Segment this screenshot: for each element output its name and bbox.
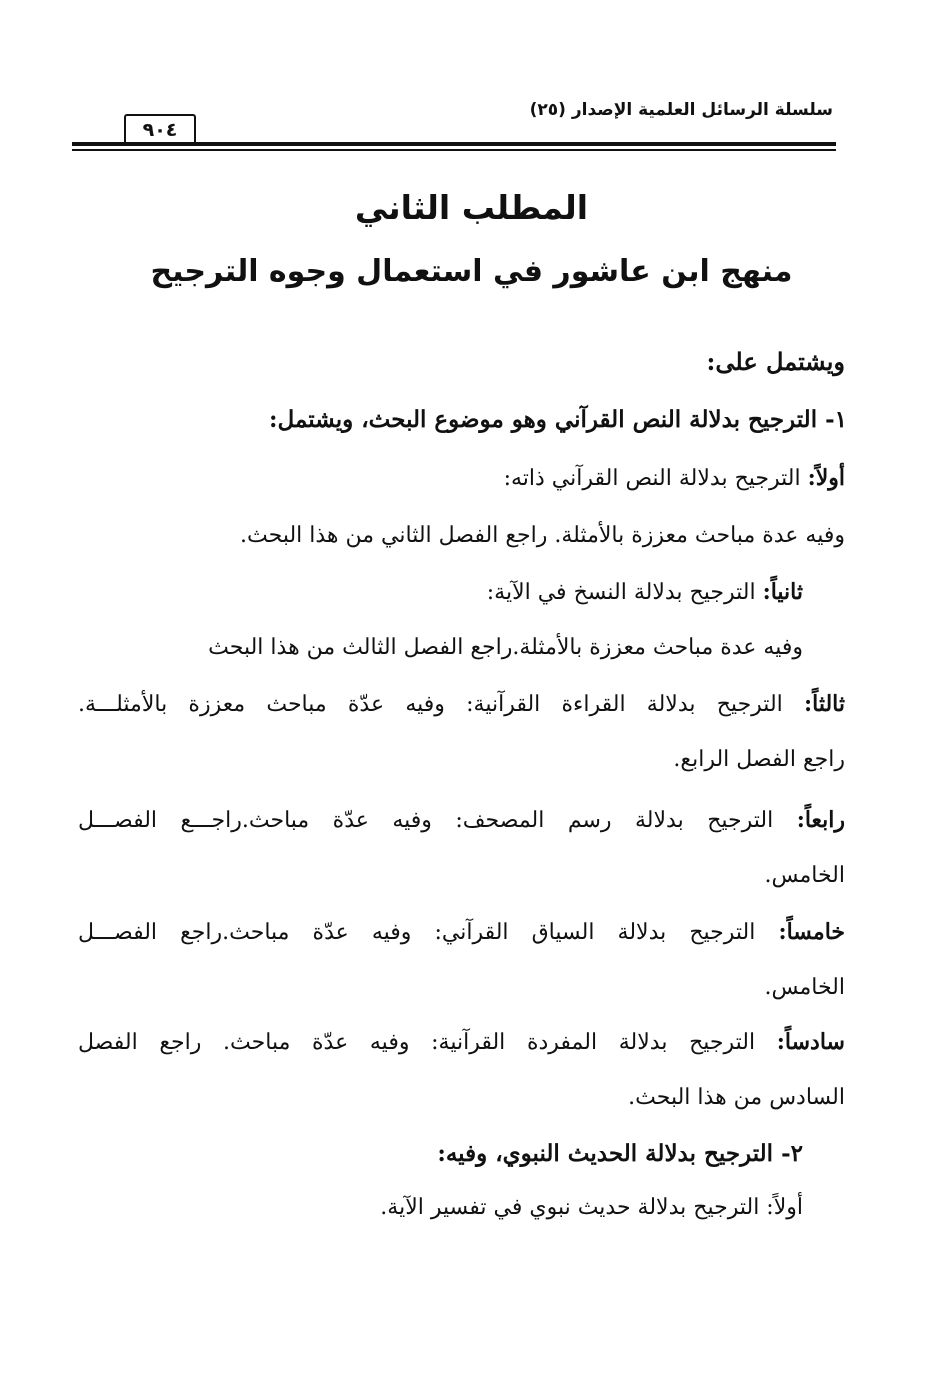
- paragraph-4-lead: رابعاً:: [796, 807, 845, 833]
- paragraph-6-lead: سادساً:: [776, 1029, 845, 1055]
- section-title: المطلب الثاني: [354, 188, 589, 227]
- paragraph-6-continuation: السادس من هذا البحث.: [628, 1085, 845, 1110]
- paragraph-5-continuation: الخامس.: [764, 975, 845, 1000]
- header-rule-thin: [72, 149, 836, 151]
- paragraph-5-lead: خامساً:: [778, 919, 845, 945]
- paragraph-3-lead: ثالثاً:: [804, 691, 845, 717]
- paragraph-6-text: الترجيح بدلالة المفردة القرآنية: وفيه عدّة مباحث. راجع الفصل: [78, 1030, 777, 1055]
- paragraph-3-continuation: راجع الفصل الرابع.: [673, 747, 845, 772]
- paragraph-2-lead: ثانياً:: [762, 579, 803, 605]
- page-number: ٩٠٤: [124, 114, 196, 144]
- paragraph-3-text: الترجيح بدلالة القراءة القرآنية: وفيه عدّة مباحث معززة بالأمثلـــة.: [78, 692, 804, 717]
- paragraph-4-text: الترجيح بدلالة رسم المصحف: وفيه عدّة مباحث.راجـــع الفصـــل: [78, 808, 797, 833]
- item2-heading: ٢- الترجيح بدلالة الحديث النبوي، وفيه:: [437, 1140, 803, 1167]
- paragraph-1: [78, 458, 845, 499]
- paragraph-2: [78, 572, 803, 613]
- paragraph-6: [78, 1022, 845, 1063]
- section-subtitle: منهج ابن عاشور في استعمال وجوه الترجيح: [150, 254, 793, 289]
- intro-line: ويشتمل على:: [706, 347, 845, 376]
- paragraph-5: [78, 912, 845, 953]
- paragraph-7: أولاً: الترجيح بدلالة حديث نبوي في تفسير الآية.: [380, 1195, 803, 1220]
- paragraph-4-continuation: الخامس.: [764, 863, 845, 888]
- paragraph-2-detail: وفيه عدة مباحث معززة بالأمثلة.راجع الفصل الثالث من هذا البحث: [208, 635, 803, 660]
- paragraph-5-text: الترجيح بدلالة السياق القرآني: وفيه عدّة مباحث.راجع الفصـــل: [78, 920, 779, 945]
- paragraph-3: [78, 684, 845, 725]
- series-title: سلسلة الرسائل العلمية الإصدار (٢٥): [529, 100, 833, 120]
- paragraph-4: [78, 800, 845, 841]
- paragraph-1-text: الترجيح بدلالة النص القرآني ذاته:: [503, 466, 808, 491]
- paragraph-1-lead: أولاً:: [807, 465, 845, 491]
- paragraph-1-detail: وفيه عدة مباحث معززة بالأمثلة. راجع الفصل الثاني من هذا البحث.: [240, 523, 845, 548]
- item1-heading: ١- الترجيح بدلالة النص القرآني وهو موضوع البحث، ويشتمل:: [269, 406, 847, 433]
- paragraph-2-text: الترجيح بدلالة النسخ في الآية:: [486, 580, 763, 605]
- header-rule-thick: [72, 142, 836, 146]
